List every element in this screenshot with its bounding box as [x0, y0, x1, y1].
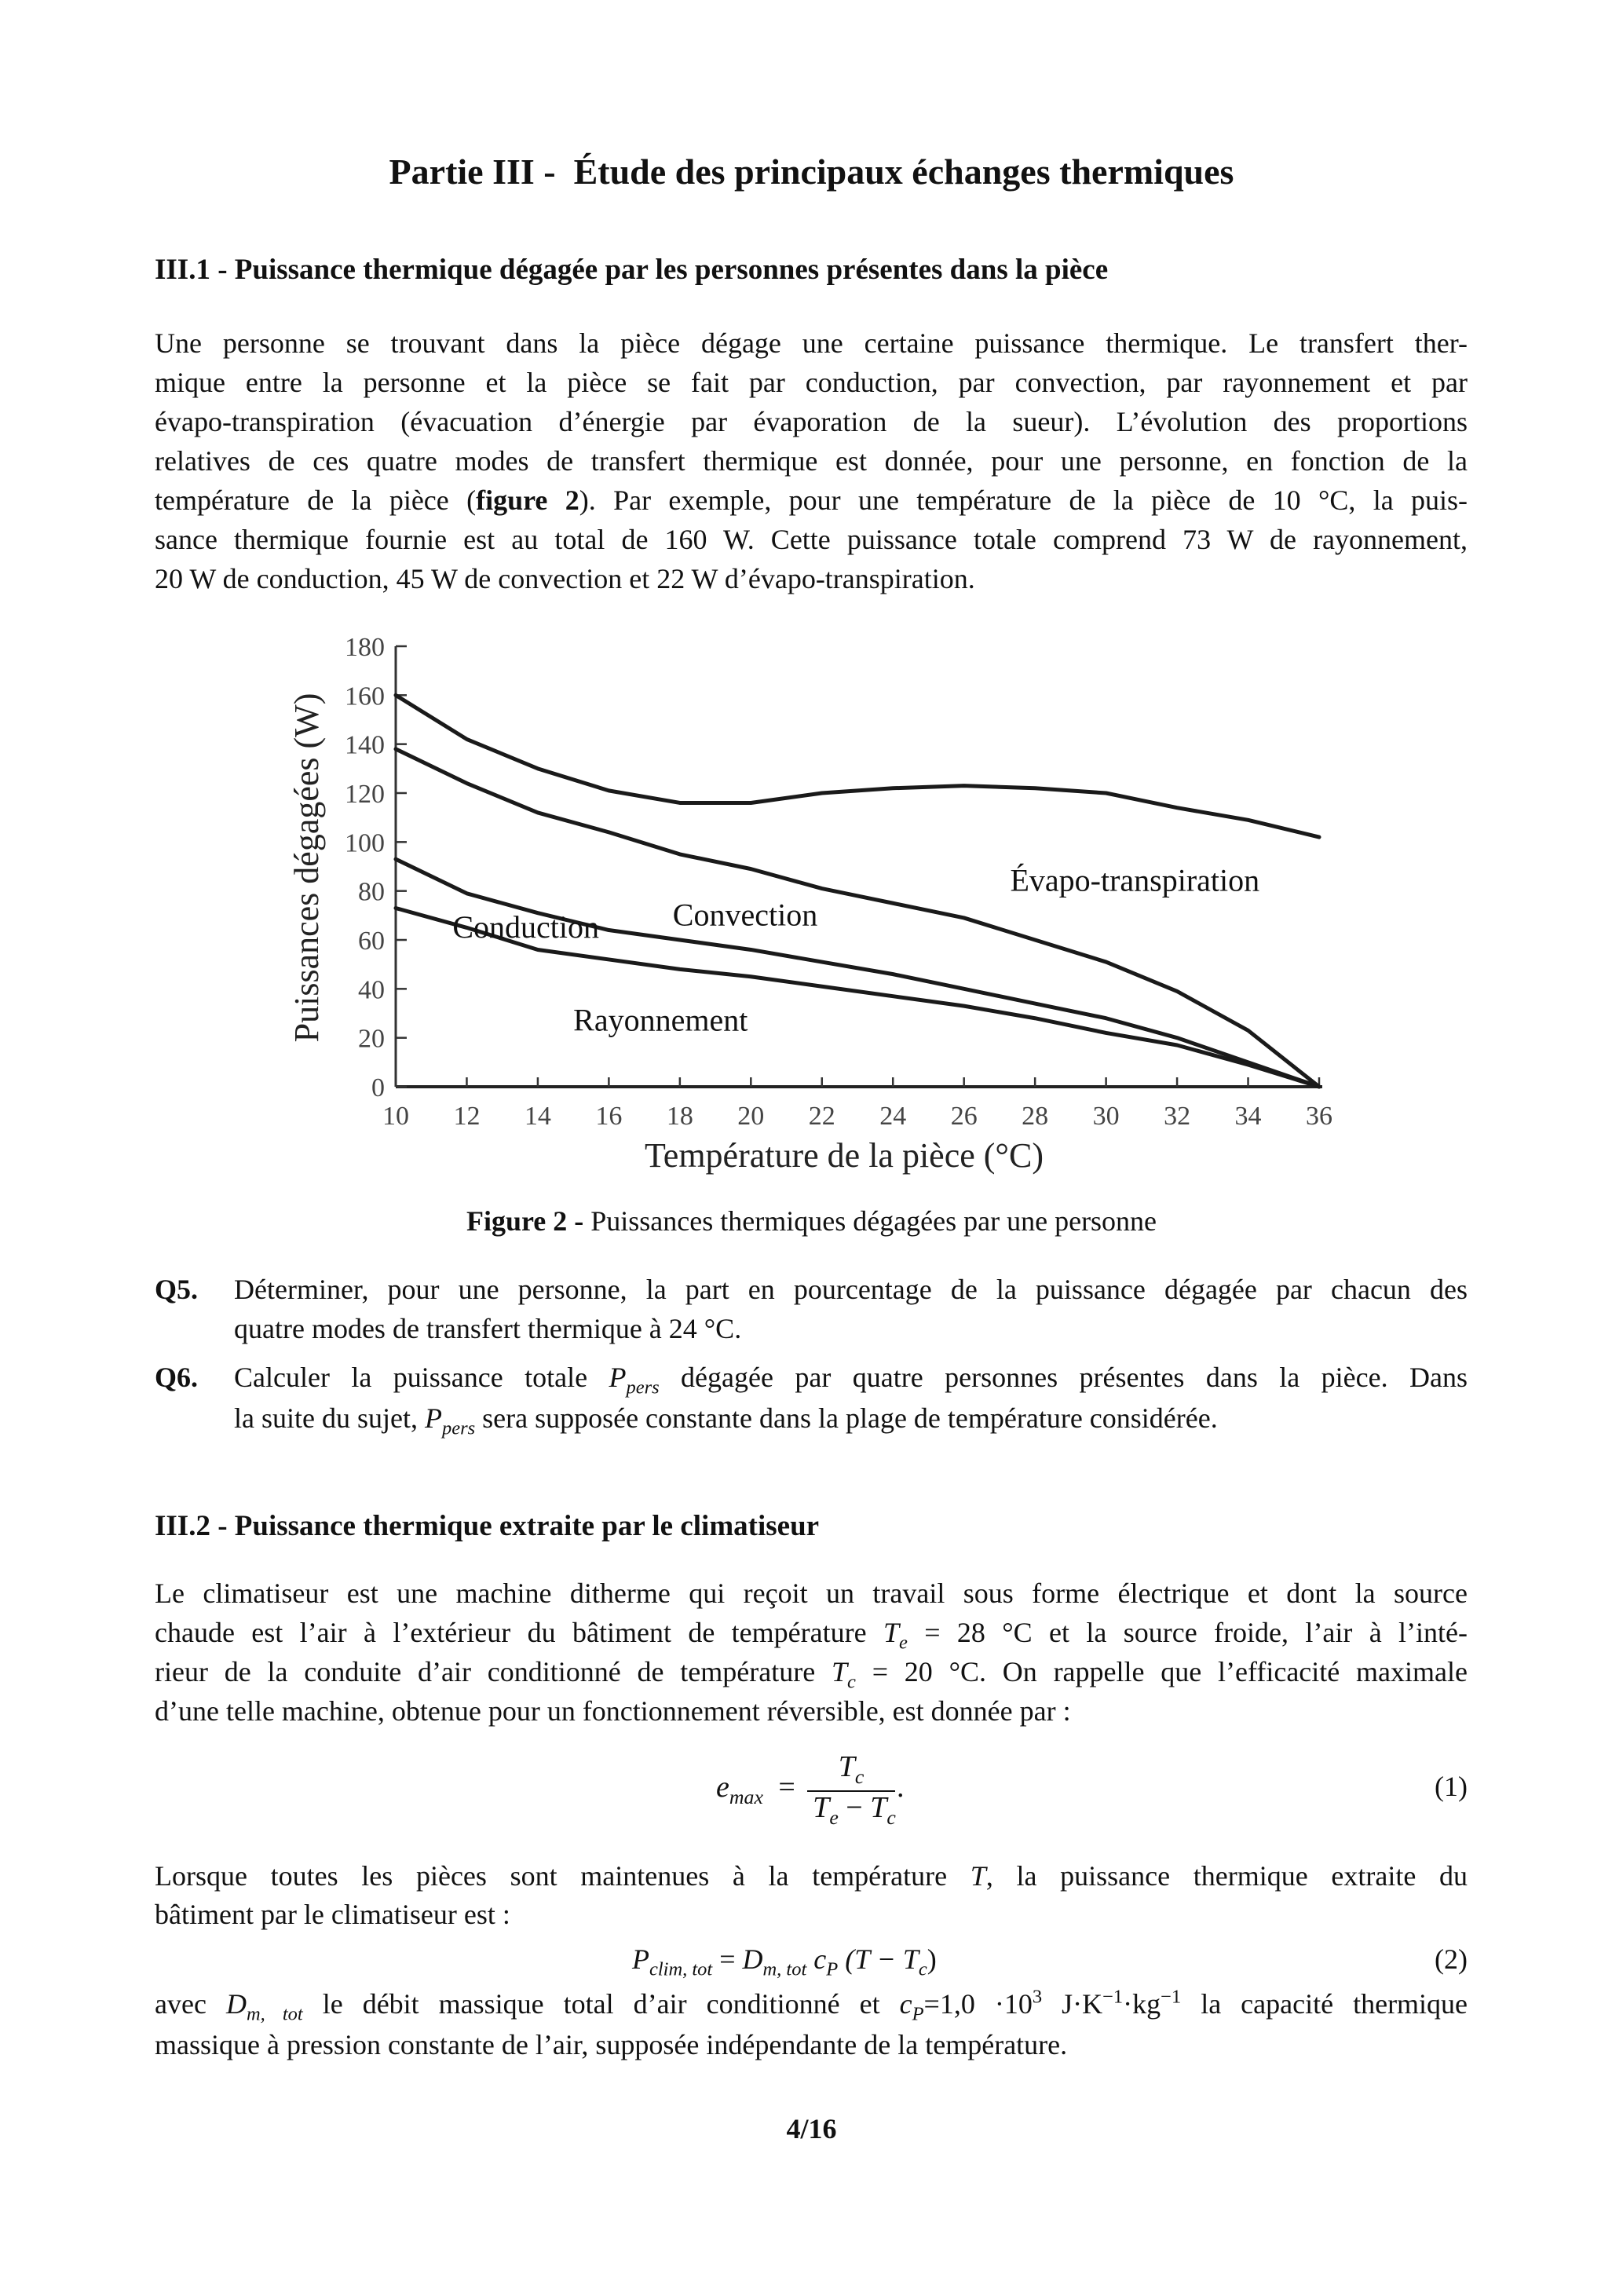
text-line: évapo-transpiration (évacuation d’énergie par évaporation de la sueur). L’évolution des proportions	[155, 406, 1468, 437]
math-subscript: m, tot	[246, 2003, 303, 2025]
text-run: = 28 °C et la source froide, l’air à l’inté-	[907, 1617, 1468, 1648]
text-run: le débit massique total d’air conditionné et	[302, 1988, 900, 2020]
x-tick-label: 10	[382, 1102, 409, 1131]
y-tick-label: 20	[358, 1024, 385, 1054]
text-run: rieur de la conduite d’air conditionné de température	[155, 1656, 832, 1687]
math-subscript: c	[847, 1671, 856, 1693]
x-tick-label: 22	[808, 1102, 835, 1131]
math-superscript: −1	[1102, 1986, 1124, 2008]
math-variable: P	[609, 1362, 627, 1393]
text-line: relatives de ces quatre modes de transfert thermique est donnée, pour une personne, en fonction de la	[155, 445, 1468, 477]
text-run: , la puissance thermique extraite du	[985, 1860, 1468, 1892]
x-tick-label: 28	[1022, 1102, 1049, 1131]
page-title: Partie III - Étude des principaux échanges thermiques	[389, 152, 1234, 192]
x-tick-label: 18	[666, 1102, 693, 1131]
math-subscript: pers	[441, 1417, 476, 1439]
series-line-3	[396, 695, 1319, 837]
section-heading-iii-1: III.1 - Puissance thermique dégagée par les personnes présentes dans la pièce	[155, 254, 1109, 286]
text-line: massique à pression constante de l’air, supposée indépendante de la température.	[155, 2029, 1068, 2060]
x-tick-label: 32	[1164, 1102, 1191, 1131]
text-line	[155, 1652, 1468, 1691]
text-run: =1,0 ·10	[923, 1988, 1033, 2020]
text-line	[155, 1613, 1468, 1652]
text-run: sera supposée constante dans la plage de température considérée.	[475, 1402, 1218, 1434]
x-tick-label: 24	[879, 1102, 907, 1131]
text-line: d’une telle machine, obtenue pour un fonctionnement réversible, est donnée par :	[155, 1695, 1071, 1727]
region-label: Rayonnement	[573, 1002, 748, 1038]
figure-caption-text: Puissances thermiques dégagées par une personne	[583, 1205, 1157, 1237]
page-number: 4/16	[786, 2113, 837, 2144]
x-tick-label: 20	[737, 1102, 765, 1131]
math-superscript: 3	[1032, 1986, 1043, 2008]
text-run: Lorsque toutes les pièces sont maintenues à la température	[155, 1860, 971, 1892]
equation-1-number: (1)	[1435, 1771, 1468, 1802]
y-tick-label: 60	[358, 927, 385, 956]
text-run: avec	[155, 1988, 226, 2020]
text-line: Déterminer, pour une personne, la part en pourcentage de la puissance dégagée par chacun des	[234, 1274, 1468, 1305]
math-subscript: P	[912, 2003, 924, 2025]
text-run: la suite du sujet,	[234, 1402, 425, 1434]
x-tick-label: 34	[1234, 1102, 1262, 1131]
text-run: ·kg	[1123, 1988, 1161, 2020]
text-line: mique entre la personne et la pièce se fait par conduction, par convection, par rayonnement et par	[155, 367, 1468, 398]
math-variable: D	[225, 1988, 247, 2020]
text-line	[155, 1984, 1468, 2024]
section-heading-iii-2: III.2 - Puissance thermique extraite par le climatiseur	[155, 1510, 820, 1542]
text-line: Le climatiseur est une machine ditherme qui reçoit un travail sous forme électrique et dont la source	[155, 1578, 1468, 1609]
y-tick-label: 120	[345, 780, 385, 809]
x-tick-label: 26	[950, 1102, 978, 1131]
equation-2-number: (2)	[1435, 1943, 1468, 1975]
text-line: Une personne se trouvant dans la pièce dégage une certaine puissance thermique. Le transfert ther-	[155, 327, 1468, 359]
y-tick-label: 40	[358, 975, 385, 1005]
text-run: chaude est l’air à l’extérieur du bâtiment de température	[155, 1617, 883, 1648]
x-tick-label: 12	[453, 1102, 481, 1131]
y-tick-label: 80	[358, 877, 385, 907]
region-label: Évapo-transpiration	[1010, 862, 1260, 898]
text-line: bâtiment par le climatiseur est :	[155, 1899, 510, 1930]
math-superscript: −1	[1161, 1986, 1182, 2008]
text-run: température de la pièce (	[155, 484, 477, 516]
figure-caption-label: Figure 2 -	[466, 1205, 584, 1237]
equation-1-numerator: $T_c$	[838, 1750, 865, 1789]
text-line	[234, 1398, 1468, 1438]
math-subscript: pers	[626, 1377, 660, 1398]
equation-1-period: .	[897, 1771, 905, 1804]
y-tick-label: 140	[345, 730, 385, 760]
math-variable: T	[883, 1617, 899, 1648]
text-line	[234, 1358, 1468, 1397]
x-tick-label: 30	[1092, 1102, 1120, 1131]
text-line: 20 W de conduction, 45 W de convection et 22 W d’évapo-transpiration.	[155, 563, 975, 594]
figure-caption	[0, 1201, 1623, 1241]
equation-1-denominator: $T_e - T_c$	[813, 1791, 896, 1830]
text-run: = 20 °C. On rappelle que l’efficacité maximale	[855, 1656, 1468, 1687]
figure-reference: figure 2	[476, 484, 579, 516]
y-tick-label: 0	[371, 1073, 385, 1102]
text-line: quatre modes de transfert thermique à 24 °C.	[234, 1313, 742, 1344]
x-tick-label: 36	[1306, 1102, 1332, 1131]
text-run: dégagée par quatre personnes présentes dans la pièce. Dans	[659, 1362, 1468, 1393]
equation-1-lhs: $e_{max}$ =	[716, 1771, 795, 1809]
text-line	[155, 1856, 1468, 1896]
equation-2: $P_{clim, tot} = D_{m, tot}$ $c_P$ $(T - T_c)$	[632, 1943, 937, 1980]
math-variable: P	[424, 1402, 442, 1434]
question-label: Q5.	[155, 1274, 199, 1305]
text-line: sance thermique fournie est au total de 160 W. Cette puissance totale comprend 73 W de rayonnement,	[155, 524, 1468, 555]
x-tick-label: 14	[524, 1102, 551, 1131]
region-label: Convection	[672, 897, 818, 933]
math-variable: T	[970, 1860, 986, 1892]
y-tick-label: 180	[345, 633, 385, 662]
y-axis-label: Puissances dégagées (W)	[287, 693, 326, 1043]
x-tick-label: 16	[595, 1102, 623, 1131]
text-run: ). Par exemple, pour une température de la pièce de 10 °C, la puis-	[579, 484, 1468, 516]
y-tick-label: 160	[345, 682, 385, 711]
y-tick-label: 100	[345, 828, 385, 858]
text-run: Calculer la puissance totale	[234, 1362, 609, 1393]
math-subscript: e	[898, 1632, 908, 1654]
math-variable: T	[832, 1656, 848, 1687]
region-label: Conduction	[452, 909, 600, 945]
x-axis-label: Température de la pièce (°C)	[644, 1136, 1044, 1175]
math-variable: c	[899, 1988, 912, 2020]
text-run: la capacité thermique	[1181, 1988, 1468, 2020]
question-label: Q6.	[155, 1362, 199, 1393]
text-run: J·K	[1042, 1988, 1103, 2020]
